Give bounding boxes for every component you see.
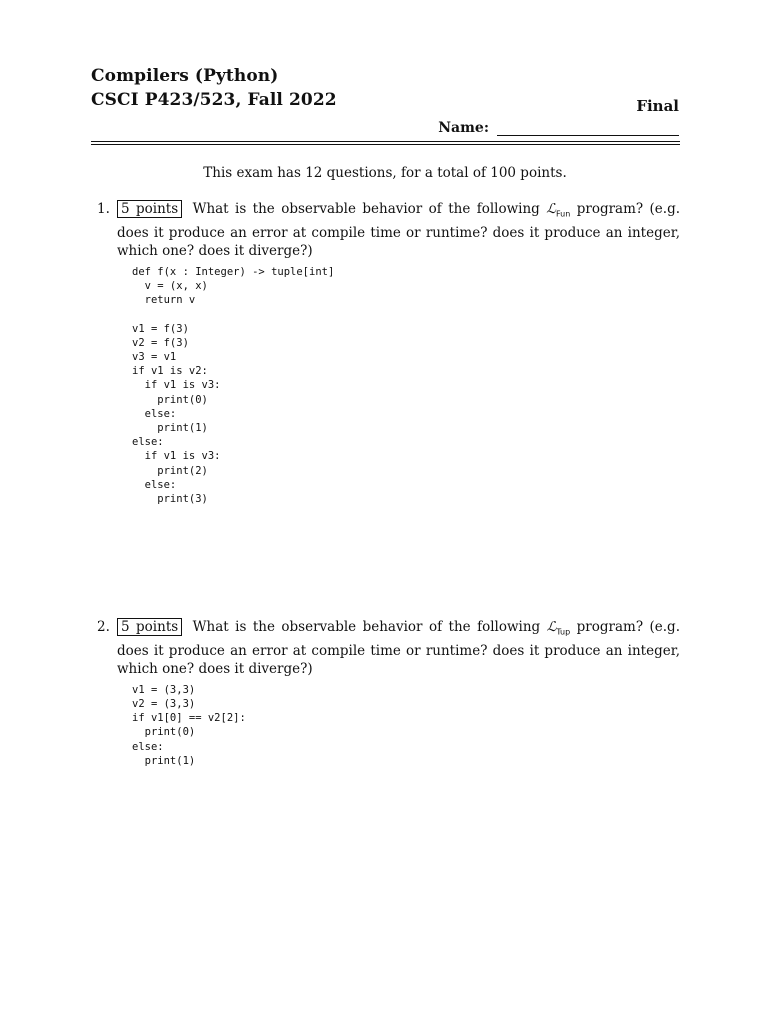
question-prompt-start: What is the observable behavior of the following <box>192 619 541 635</box>
language-symbol-base: ℒ <box>546 619 557 635</box>
name-label: Name: <box>438 120 489 136</box>
question-number: 2. <box>97 619 110 635</box>
question-prompt-start: What is the observable behavior of the following <box>192 201 540 217</box>
course-title: Compilers (Python) <box>91 66 279 86</box>
course-code: CSCI P423/523, Fall 2022 <box>91 90 337 110</box>
language-symbol <box>547 619 571 635</box>
question-text <box>117 618 680 678</box>
header-rule-bottom <box>91 144 680 145</box>
language-symbol-subscript: Tup <box>556 627 571 637</box>
exam-intro: This exam has 12 questions, for a total of 100 points. <box>203 165 567 181</box>
points-badge: 5 points <box>117 200 182 218</box>
question-number: 1. <box>97 201 110 217</box>
question-1 <box>91 200 680 506</box>
name-field-row <box>438 120 679 136</box>
code-block: def f(x : Integer) -> tuple[int] v = (x, x) return v v1 = f(3) v2 = f(3) v3 = v1 if v1 is v2: if v1 is v3: print(0) else: print(1) else: if v1 is v3: print(2) else: print(3) <box>132 265 335 505</box>
name-input-line[interactable] <box>497 121 679 136</box>
code-block: v1 = (3,3) v2 = (3,3) if v1[0] == v2[2]: print(0) else: print(1) <box>132 683 246 767</box>
header-rule-top <box>91 141 680 142</box>
language-symbol-subscript: Fun <box>555 209 571 219</box>
question-prompt-end: program? (e.g. does it produce an error at compile time or runtime? does it produce an integer, which one? does it diverge?) <box>117 201 681 259</box>
question-prompt-end: program? (e.g. does it produce an error at compile time or runtime? does it produce an integer, which one? does it diverge?) <box>117 619 680 677</box>
question-2 <box>91 618 680 768</box>
question-text <box>117 200 680 260</box>
language-symbol <box>546 201 570 217</box>
language-symbol-base: ℒ <box>546 201 556 217</box>
points-badge: 5 points <box>117 618 182 636</box>
exam-type: Final <box>636 97 679 115</box>
